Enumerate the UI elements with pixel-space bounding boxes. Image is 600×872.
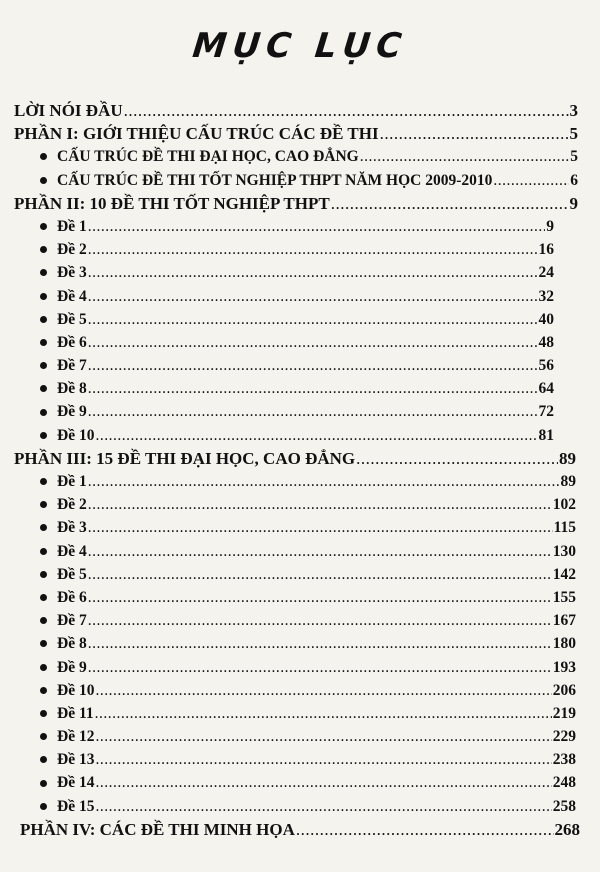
bullet-icon (40, 177, 47, 184)
toc-entry-label: Đề 5 (57, 565, 87, 583)
toc-entry-page: 48 (538, 333, 554, 351)
bullet-icon (40, 780, 47, 787)
bullet-icon (40, 756, 47, 763)
dot-leader (88, 563, 552, 586)
toc-entry-page: 258 (552, 797, 576, 815)
dot-leader (88, 377, 538, 400)
toc-entry-label: Đề 4 (57, 542, 87, 560)
toc-entry-page: 142 (552, 565, 576, 583)
toc-entry-page: 115 (553, 519, 576, 537)
dot-leader (88, 609, 552, 632)
toc-entry-label: Đề 10 (57, 681, 95, 699)
dot-leader (360, 145, 570, 168)
bullet-icon (40, 478, 47, 485)
dot-leader (493, 169, 569, 192)
toc-entry-label: Đề 8 (57, 380, 87, 398)
toc-entry-page: 9 (546, 217, 554, 235)
dot-leader (124, 99, 569, 122)
dot-leader (296, 818, 554, 841)
toc-entry-label: PHẦN I: GIỚI THIỆU CẤU TRÚC CÁC ĐỀ THI (14, 124, 379, 144)
toc-entry-part3-item[interactable] (0, 656, 600, 679)
toc-entry-part3-item[interactable] (0, 748, 600, 771)
bullet-icon (40, 432, 47, 439)
toc-entry-part-2[interactable] (0, 192, 600, 215)
toc-entry-part2-item[interactable] (0, 354, 600, 377)
toc-entry-page: 5 (570, 148, 578, 166)
toc-entry-label: PHẦN II: 10 ĐỀ THI TỐT NGHIỆP THPT (14, 193, 330, 213)
dot-leader (95, 748, 551, 771)
toc-entry-part2-item[interactable] (0, 331, 600, 354)
toc-entry-part3-item[interactable] (0, 795, 600, 818)
toc-entry-part3-item[interactable] (0, 540, 600, 563)
toc-entry-label: LỜI NÓI ĐẦU (14, 101, 123, 120)
toc-entry-part-1[interactable] (0, 122, 600, 145)
bullet-icon (40, 246, 47, 253)
toc-entry-page: 32 (538, 287, 554, 305)
bullet-icon (40, 617, 47, 624)
toc-entry-part3-item[interactable] (0, 470, 600, 493)
dot-leader (95, 424, 537, 447)
toc-entry-label: Đề 9 (57, 658, 87, 676)
dot-leader (88, 354, 538, 377)
toc-entry-page: 5 (569, 124, 578, 144)
toc-entry-part3-item[interactable] (0, 586, 600, 609)
dot-leader (95, 795, 551, 818)
dot-leader (88, 470, 560, 493)
dot-leader (88, 215, 546, 238)
toc-entry-part-3[interactable] (0, 447, 600, 470)
toc-entry-label: Đề 10 (57, 426, 95, 444)
dot-leader (88, 285, 538, 308)
toc-entry-label: Đề 8 (57, 635, 87, 653)
dot-leader (88, 400, 538, 423)
toc-entry-label: Đề 3 (57, 264, 87, 282)
page-title: MỤC LỤC (190, 26, 410, 66)
bullet-icon (40, 664, 47, 671)
toc-entry-label: Đề 2 (57, 496, 87, 514)
dot-leader (88, 540, 552, 563)
toc-entry-label: Đề 6 (57, 333, 87, 351)
toc-entry-part2-item[interactable] (0, 215, 600, 238)
toc-entry-page: 206 (552, 681, 576, 699)
toc-entry-page: 167 (552, 612, 576, 630)
dot-leader (88, 516, 553, 539)
toc-entry-page: 238 (552, 751, 576, 769)
toc-entry-page: 9 (569, 193, 578, 213)
toc-entry-part3-item[interactable] (0, 609, 600, 632)
toc-entry-label: Đề 11 (57, 704, 94, 722)
toc-entry-page: 219 (552, 704, 576, 722)
toc-entry-label: Đề 7 (57, 357, 87, 375)
bullet-icon (40, 362, 47, 369)
toc-entry-page: 268 (554, 819, 580, 839)
toc-entry-part3-item[interactable] (0, 632, 600, 655)
bullet-icon (40, 269, 47, 276)
dot-leader (88, 632, 552, 655)
toc-entry-label: Đề 7 (57, 612, 87, 630)
toc-entry-page: 64 (538, 380, 554, 398)
toc-entry-part2-item[interactable] (0, 377, 600, 400)
toc-entry-page: 72 (538, 403, 554, 421)
toc-entry-page: 248 (552, 774, 576, 792)
toc-entry-label: Đề 12 (57, 728, 95, 746)
toc-entry-intro[interactable] (0, 99, 600, 122)
bullet-icon (40, 293, 47, 300)
toc-entry-page: 130 (552, 542, 576, 560)
dot-leader (88, 261, 538, 284)
toc-entry-label: Đề 9 (57, 403, 87, 421)
toc-entry-label: Đề 6 (57, 588, 87, 606)
bullet-icon (40, 710, 47, 717)
bullet-icon (40, 409, 47, 416)
bullet-icon (40, 594, 47, 601)
toc-entry-page: 89 (560, 473, 576, 490)
toc-entry-part-1-item[interactable] (0, 169, 600, 192)
dot-leader (356, 447, 558, 470)
toc-entry-part3-item[interactable] (0, 771, 600, 794)
dot-leader (331, 192, 569, 215)
toc-entry-label: CẤU TRÚC ĐỀ THI TỐT NGHIỆP THPT NĂM HỌC 2009-2010 (57, 171, 493, 189)
bullet-icon (40, 223, 47, 230)
bullet-icon (40, 640, 47, 647)
toc-entry-part2-item[interactable] (0, 261, 600, 284)
toc-entry-part3-item[interactable] (0, 493, 600, 516)
toc-entry-page: 6 (570, 171, 578, 189)
toc-entry-page: 3 (569, 101, 578, 120)
toc-entry-page: 40 (538, 310, 554, 328)
bullet-icon (40, 153, 47, 160)
table-of-contents (0, 99, 600, 841)
toc-entry-label: Đề 5 (57, 310, 87, 328)
bullet-icon (40, 501, 47, 508)
toc-entry-part3-item[interactable] (0, 516, 600, 539)
toc-entry-part2-item[interactable] (0, 285, 600, 308)
dot-leader (88, 331, 538, 354)
dot-leader (88, 238, 538, 261)
dot-leader (95, 771, 551, 794)
toc-entry-page: 155 (552, 588, 576, 606)
toc-entry-part2-item[interactable] (0, 308, 600, 331)
bullet-icon (40, 803, 47, 810)
toc-entry-page: 24 (538, 264, 554, 282)
toc-entry-label: Đề 1 (57, 473, 87, 490)
toc-entry-part3-item[interactable] (0, 563, 600, 586)
toc-entry-label: Đề 13 (57, 751, 95, 769)
bullet-icon (40, 687, 47, 694)
dot-leader (88, 493, 552, 516)
toc-entry-label: Đề 2 (57, 241, 87, 259)
toc-entry-part-4[interactable] (0, 818, 600, 841)
toc-entry-label: Đề 3 (57, 519, 87, 537)
toc-entry-page: 56 (538, 357, 554, 375)
toc-entry-label: Đề 4 (57, 287, 87, 305)
bullet-icon (40, 571, 47, 578)
toc-entry-part3-item[interactable] (0, 679, 600, 702)
toc-entry-label: CẤU TRÚC ĐỀ THI ĐẠI HỌC, CAO ĐẲNG (57, 148, 359, 166)
toc-entry-page: 16 (538, 241, 554, 259)
toc-entry-page: 193 (552, 658, 576, 676)
bullet-icon (40, 524, 47, 531)
toc-entry-label: Đề 14 (57, 774, 95, 792)
dot-leader (380, 122, 569, 145)
toc-entry-label: PHẦN III: 15 ĐỀ THI ĐẠI HỌC, CAO ĐẲNG (14, 448, 356, 468)
bullet-icon (40, 733, 47, 740)
toc-entry-page: 102 (552, 496, 576, 514)
dot-leader (88, 586, 552, 609)
bullet-icon (40, 316, 47, 323)
bullet-icon (40, 339, 47, 346)
toc-entry-page: 229 (552, 728, 576, 746)
dot-leader (95, 725, 551, 748)
bullet-icon (40, 385, 47, 392)
toc-entry-part2-item[interactable] (0, 238, 600, 261)
toc-entry-part3-item[interactable] (0, 725, 600, 748)
toc-entry-page: 89 (559, 448, 576, 468)
toc-entry-part3-item[interactable] (0, 702, 600, 725)
toc-entry-label: PHẦN IV: CÁC ĐỀ THI MINH HỌA (20, 819, 295, 839)
dot-leader (88, 656, 552, 679)
dot-leader (95, 679, 551, 702)
dot-leader (88, 308, 538, 331)
dot-leader (95, 702, 552, 725)
toc-entry-page: 81 (538, 426, 554, 444)
toc-entry-label: Đề 15 (57, 797, 95, 815)
toc-entry-label: Đề 1 (57, 217, 87, 235)
toc-entry-part2-item[interactable] (0, 400, 600, 423)
bullet-icon (40, 548, 47, 555)
toc-entry-part-1-item[interactable] (0, 145, 600, 168)
toc-entry-part2-item[interactable] (0, 424, 600, 447)
toc-entry-page: 180 (552, 635, 576, 653)
